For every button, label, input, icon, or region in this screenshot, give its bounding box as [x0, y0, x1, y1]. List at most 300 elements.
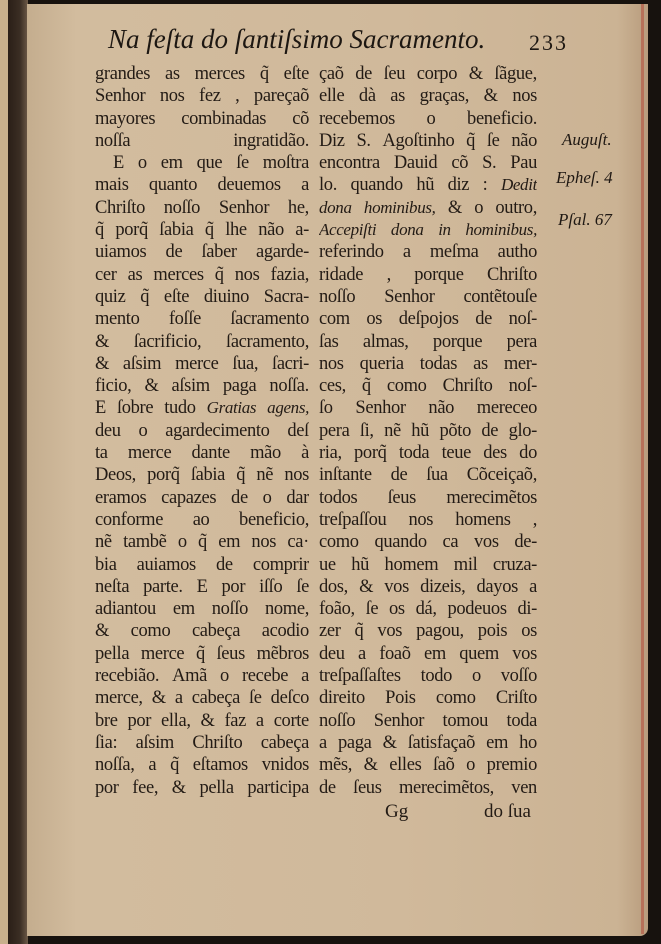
word: Senhor [373, 710, 425, 731]
word: autho [497, 242, 537, 263]
word: nos [319, 353, 344, 374]
word: mẽs, [319, 755, 353, 776]
text-line [319, 85, 537, 107]
word: o [262, 487, 272, 508]
word: o [426, 108, 436, 129]
text-line [319, 286, 537, 308]
word: ſaber [201, 242, 237, 263]
text-line [319, 353, 537, 375]
word: ces, [319, 376, 346, 397]
text-line [95, 687, 309, 709]
word: deſ [287, 420, 309, 441]
word: as [390, 86, 406, 107]
word: aſsim [135, 732, 174, 753]
text-line [95, 464, 309, 486]
word: noſſa, [95, 755, 135, 776]
word: glo- [508, 420, 537, 441]
word: adiantou [95, 599, 156, 620]
word: Chriſto [192, 732, 243, 753]
word: eſte [163, 286, 190, 307]
word: à [301, 443, 309, 464]
word: noſſa [95, 130, 131, 151]
book-gutter [8, 0, 28, 944]
text-line [95, 353, 309, 375]
word: de [481, 420, 499, 441]
latin-quote-word: hominibus, [465, 220, 537, 240]
word: ho [519, 732, 537, 753]
text-line [95, 442, 309, 464]
word: nos [408, 509, 434, 530]
word: o [138, 420, 148, 441]
text-line [95, 643, 309, 665]
word: pareçaõ [253, 86, 309, 107]
word: teue [441, 443, 471, 464]
text-line [95, 286, 309, 308]
margin-note-ephes: Epheſ. 4 [556, 168, 613, 187]
word: E [196, 576, 208, 597]
word: q̃ [204, 220, 214, 241]
word: dá, [415, 599, 437, 620]
word: ſabia [190, 465, 226, 486]
word: cruza- [492, 554, 537, 575]
word: Agoſtinho [382, 130, 455, 151]
word: corte [273, 710, 309, 731]
word: combinadas [181, 108, 267, 129]
word: de [390, 465, 408, 486]
text-line [95, 130, 309, 152]
word: pella [199, 777, 234, 798]
word: bia [95, 554, 117, 575]
word: ficio, [95, 376, 132, 397]
word: o [466, 755, 476, 776]
text-line [319, 219, 537, 241]
word: Deos, [95, 465, 136, 486]
word: treſpaſſaſtes [319, 666, 401, 687]
text-line [319, 687, 537, 709]
word: noſſo [211, 599, 249, 620]
word: & [151, 688, 166, 709]
word: como [435, 688, 476, 709]
text-line [95, 598, 309, 620]
word: Cõceiçaõ, [466, 465, 537, 486]
text-line [95, 85, 309, 107]
word: Diz [319, 130, 345, 151]
word: moſtra [262, 153, 309, 174]
word: em [424, 643, 446, 664]
left-text-column [95, 63, 309, 799]
text-line [95, 174, 309, 196]
word: em [160, 153, 183, 174]
word: & [359, 576, 374, 597]
word: os [366, 309, 383, 330]
word: quando [350, 175, 403, 196]
text-line [319, 174, 537, 196]
word: voſſo [500, 666, 537, 687]
word: elle [319, 86, 345, 107]
word: q̃ [466, 130, 476, 151]
word: ria, [319, 443, 342, 464]
text-line [95, 264, 309, 286]
word: com [319, 309, 350, 330]
word: toda [506, 710, 537, 731]
word: faz [224, 710, 246, 731]
latin-quote-word: dona [319, 197, 352, 217]
word: de [319, 777, 336, 798]
red-page-edge [641, 4, 644, 934]
word: q̃ [198, 532, 207, 553]
text-line [319, 197, 537, 219]
word: merecimẽtos, [398, 777, 494, 798]
word: merce [127, 443, 172, 464]
word: como [319, 532, 359, 553]
word: noſ- [508, 376, 537, 397]
word: de [475, 309, 492, 330]
word: por [95, 777, 119, 798]
text-line [319, 531, 537, 553]
word: foão, [319, 599, 355, 620]
word: hũ [351, 554, 370, 575]
word: dizeis, [420, 576, 466, 597]
text-line [319, 554, 537, 576]
word: mais [95, 175, 129, 196]
word: Senhor [218, 197, 270, 218]
word: & [95, 621, 110, 642]
word: & [95, 331, 110, 352]
text-line [95, 331, 309, 353]
word: premio [486, 755, 537, 776]
word: em [172, 599, 195, 620]
text-line [95, 509, 309, 531]
word: & [171, 777, 186, 798]
word: Pau [510, 153, 537, 174]
text-line [95, 397, 309, 419]
word: a [148, 755, 157, 776]
text-line [319, 754, 537, 776]
word: uiamos [95, 242, 147, 263]
margin-note-august: Auguſt. [562, 130, 612, 149]
word: aſsim [171, 376, 210, 397]
word: mão [250, 443, 281, 464]
word: mayores [95, 108, 156, 129]
text-line [319, 598, 537, 620]
latin-quote-word: agens, [267, 398, 309, 418]
word: contẽtouſe [463, 286, 537, 307]
word: recebião. [95, 666, 160, 687]
text-line [319, 487, 537, 509]
word: zer [319, 621, 341, 642]
text-line [95, 531, 309, 553]
word: ſas [319, 331, 339, 352]
word: , [386, 264, 391, 285]
text-line [95, 554, 309, 576]
text-line [95, 487, 309, 509]
word: a [301, 666, 309, 687]
word: nẽ [95, 532, 112, 553]
word: diz [447, 175, 470, 196]
text-line [319, 397, 537, 419]
word: ſabia [159, 220, 194, 241]
word: o [471, 666, 481, 687]
word: pagou, [416, 621, 464, 642]
word: todos [319, 487, 358, 508]
facing-page-edge [0, 0, 8, 944]
text-line [95, 219, 309, 241]
word: cõ [451, 153, 469, 174]
word: paga [337, 732, 372, 753]
right-text-column [319, 63, 537, 799]
text-line [319, 732, 537, 754]
word: homem [384, 554, 439, 575]
text-line [319, 152, 537, 174]
word: merces [153, 264, 204, 285]
word: vos [512, 643, 537, 664]
word: parte. [143, 576, 183, 597]
word: por [127, 710, 152, 731]
word: diuino [203, 286, 250, 307]
word: noſ- [508, 309, 537, 330]
word: o [220, 666, 229, 687]
word: pera [506, 331, 537, 352]
word: quiz [95, 286, 126, 307]
word: Senhor [95, 86, 146, 107]
word: a [255, 710, 264, 731]
word: E [113, 153, 124, 174]
word: não [258, 220, 284, 241]
word: ſe [486, 130, 500, 151]
word: de [231, 487, 248, 508]
word: mil [453, 554, 478, 575]
word: eramos [95, 487, 147, 508]
word: as [127, 264, 143, 285]
word: põto [439, 420, 471, 441]
word: ridade [319, 264, 364, 285]
word: Amã [172, 666, 208, 687]
word: iſſo [259, 576, 283, 597]
word: do [519, 443, 537, 464]
word: pera [319, 420, 350, 441]
word: de [355, 64, 372, 84]
running-header [108, 22, 568, 62]
text-line [319, 375, 537, 397]
word: auiamos [136, 554, 196, 575]
word: dos, [319, 576, 348, 597]
word: acodio [261, 621, 309, 642]
text-line [319, 108, 537, 130]
word: mer- [503, 353, 537, 374]
margin-note-psal: Pſal. 67 [558, 210, 612, 229]
word: nos [512, 86, 537, 107]
text-line [95, 576, 309, 598]
text-line [319, 643, 537, 665]
word: eſte [283, 64, 309, 84]
word: nẽ [384, 420, 401, 441]
word: de- [514, 532, 537, 553]
word: ſua, [232, 353, 259, 374]
word: aſsim [122, 353, 162, 374]
word: S. [482, 153, 497, 174]
word: não [511, 130, 537, 151]
word: nos [234, 264, 260, 285]
word: & [95, 353, 110, 374]
word: toda [398, 443, 430, 464]
word: di- [517, 599, 537, 620]
word: ue [319, 554, 336, 575]
text-line [319, 308, 537, 330]
word: cõ [292, 108, 309, 129]
word: q̃ [140, 286, 150, 307]
word: & [363, 755, 378, 776]
word: meſma [429, 242, 479, 263]
text-line [95, 63, 309, 85]
word: ao [192, 509, 210, 530]
word: recebemos [319, 108, 395, 129]
word: ca [442, 532, 459, 553]
word: ſe [365, 599, 379, 620]
word: q̃ [195, 643, 205, 664]
word: ſua [426, 465, 448, 486]
text-line [319, 331, 537, 353]
word: foaõ [379, 643, 411, 664]
word: foſſe [168, 309, 201, 330]
text-line [319, 509, 537, 531]
word: fazia, [270, 264, 309, 285]
word: noſſo [319, 710, 356, 731]
word: dà [358, 86, 376, 107]
word: ta [95, 443, 108, 464]
word: lhe [225, 220, 247, 241]
word: as [165, 64, 180, 84]
word: deu [319, 643, 345, 664]
word: como [386, 376, 427, 397]
word: treſpaſſou [319, 509, 387, 530]
word: merce [175, 353, 219, 374]
word: cabeça [191, 621, 241, 642]
text-line [319, 420, 537, 442]
word: vos [384, 576, 409, 597]
word: & [200, 710, 215, 731]
word: pois [477, 621, 508, 642]
word: Sacra- [263, 286, 309, 307]
text-line [95, 375, 309, 397]
word: tambẽ [123, 532, 167, 553]
text-line [319, 130, 537, 152]
text-line [319, 777, 537, 799]
word: nos [251, 532, 277, 553]
word: os [521, 621, 537, 642]
word: em [486, 732, 509, 753]
catchword: do ſua [484, 801, 531, 822]
text-line [319, 620, 537, 642]
text-line [95, 710, 309, 732]
word: de [165, 242, 183, 263]
word: vos [377, 621, 403, 642]
word: ingratidão. [233, 130, 309, 151]
word: mento [95, 309, 140, 330]
text-line [319, 264, 537, 286]
word: : [482, 175, 488, 196]
word: & [144, 376, 159, 397]
word: tomou [442, 710, 489, 731]
word: os [389, 599, 405, 620]
word: q̃ [259, 64, 269, 84]
word: por [221, 576, 246, 597]
word: a- [295, 220, 309, 241]
word: çaõ [319, 64, 344, 84]
word: não [428, 398, 455, 419]
text-line [95, 241, 309, 263]
word: ſe [248, 688, 262, 709]
word: deuemos [217, 175, 281, 196]
word: ella, [161, 710, 191, 731]
word: as [473, 353, 488, 374]
word: o [474, 197, 484, 218]
word: dante [191, 443, 230, 464]
word: hũ [416, 175, 435, 196]
word: merecimẽtos [446, 487, 537, 508]
word: elles [389, 755, 422, 776]
word: inſtante [319, 465, 372, 486]
word: porque [414, 264, 464, 285]
word: ſeus [387, 487, 417, 508]
word: o [137, 153, 147, 174]
word: de [215, 554, 233, 575]
word: noſſa. [269, 376, 309, 397]
word: vos [474, 532, 499, 553]
word: lo. [319, 175, 337, 196]
word: ſacramento [230, 309, 309, 330]
text-line [95, 777, 309, 799]
word: ſeu [383, 64, 406, 84]
text-line [319, 241, 537, 263]
word: homens [455, 509, 511, 530]
word: referindo [319, 242, 384, 263]
word: Chriſto [487, 264, 537, 285]
word: como [130, 621, 171, 642]
word: ſia: [95, 732, 118, 753]
word: mereceo [476, 398, 537, 419]
word: eſtamos [192, 755, 248, 776]
text-line [319, 464, 537, 486]
word: vnidos [261, 755, 309, 776]
word: queria [359, 353, 404, 374]
word: S. [356, 130, 371, 151]
text-line [95, 754, 309, 776]
word: que [196, 153, 223, 174]
word: a [301, 175, 309, 196]
word: he, [287, 197, 309, 218]
word: ven [511, 777, 537, 798]
word: deſpojos [398, 309, 459, 330]
word: todo [420, 666, 453, 687]
word: a [358, 643, 366, 664]
word: nos [284, 465, 309, 486]
word: cabeça [260, 732, 309, 753]
word: merce, [95, 688, 143, 709]
latin-quote-word: dona [390, 220, 424, 240]
latin-quote-word: hominibus, [363, 197, 436, 217]
word: nẽ [256, 465, 274, 486]
text-line [95, 308, 309, 330]
text-line [95, 732, 309, 754]
word: deſco [270, 688, 309, 709]
word: pella [95, 643, 130, 664]
word: ſeus [216, 643, 245, 664]
running-title: Na feſta do ſantiſsimo Sacramento. [108, 24, 486, 54]
word: dayos [476, 576, 518, 597]
word: Criſto [495, 688, 537, 709]
word: ſatisfaçaõ [407, 732, 476, 753]
word: Pois [385, 688, 416, 709]
